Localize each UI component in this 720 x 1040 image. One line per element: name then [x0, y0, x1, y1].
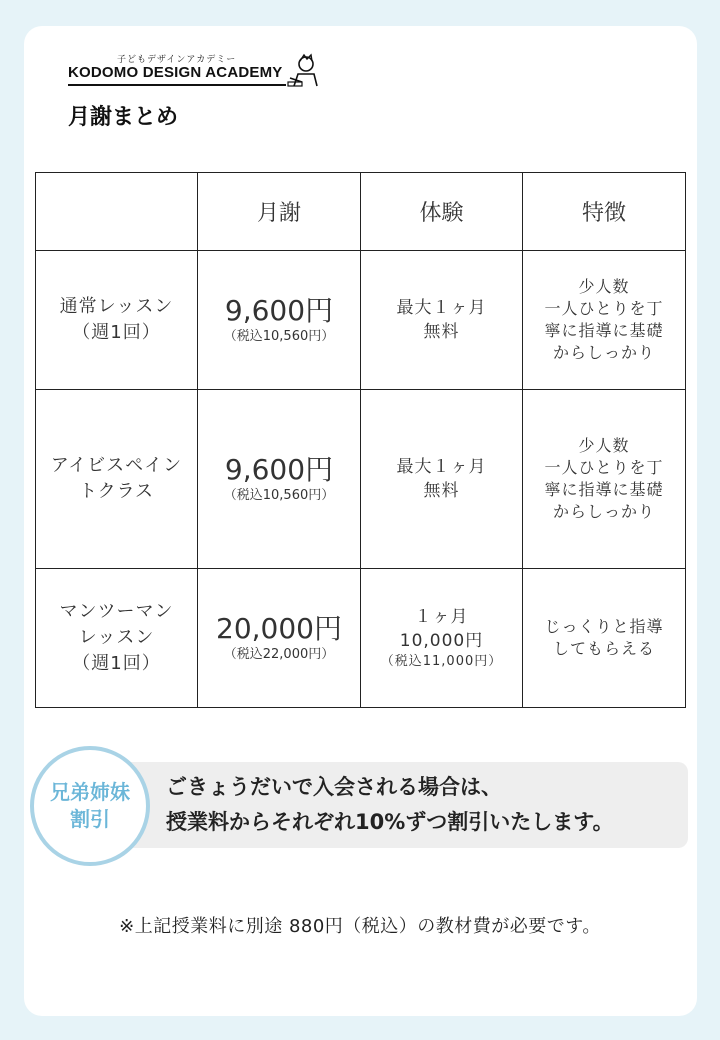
trial-line: 最大１ヶ月	[396, 457, 487, 477]
discount-line: ごきょうだいで入会される場合は、	[166, 775, 502, 799]
fee-cell	[198, 390, 361, 569]
discount-text	[166, 770, 614, 840]
course-name-line: （週1回）	[72, 322, 161, 343]
course-name-line: マンツーマン	[59, 601, 174, 622]
table-row	[36, 390, 686, 569]
discount-banner	[100, 762, 688, 848]
table-row	[36, 251, 686, 390]
trial-cell	[361, 390, 523, 569]
price: 9,600円	[224, 294, 334, 327]
price: 9,600円	[224, 453, 334, 486]
logo-subtitle: 子どもデザインアカデミー	[117, 55, 237, 65]
price-tax: （税込10,560円）	[223, 488, 335, 503]
course-name-line: アイビスペイン	[50, 455, 183, 476]
fee-cell	[198, 251, 361, 390]
feature-line: してもらえる	[552, 639, 655, 658]
badge-line: 割引	[70, 807, 110, 831]
table-row	[36, 569, 686, 708]
trial-cell	[361, 251, 523, 390]
trial-line: 無料	[423, 322, 460, 342]
sibling-discount-badge	[30, 746, 150, 866]
feature-line: 一人ひとりを丁	[544, 299, 664, 318]
trial-line: （税込11,000円）	[380, 654, 503, 669]
header-course	[36, 173, 198, 251]
course-name-line: レッスン	[78, 627, 155, 648]
table-header-row	[36, 173, 686, 251]
academy-logo	[68, 52, 328, 92]
feature-line: 寧に指導に基礎	[544, 321, 664, 340]
trial-cell	[361, 569, 523, 708]
price-tax: （税込22,000円）	[223, 647, 335, 662]
trial-line: 無料	[423, 481, 460, 501]
course-name	[36, 251, 198, 390]
badge-line: 兄弟姉妹	[50, 780, 130, 804]
header-feature: 特徴	[523, 173, 686, 251]
feature-line: じっくりと指導	[544, 617, 664, 636]
feature-line: からしっかり	[552, 343, 655, 362]
course-name-line: トクラス	[78, 481, 155, 502]
header-trial: 体験	[361, 173, 523, 251]
feature-line: 少人数	[578, 277, 630, 296]
logo-name: KODOMO DESIGN ACADEMY	[68, 64, 283, 81]
discount-line: 授業料からそれぞれ10%ずつ割引いたします。	[166, 810, 614, 834]
course-name	[36, 569, 198, 708]
feature-cell	[523, 251, 686, 390]
price-tax: （税込10,560円）	[223, 329, 335, 344]
feature-line: からしっかり	[552, 502, 655, 521]
feature-line: 一人ひとりを丁	[544, 458, 664, 477]
price: 20,000円	[216, 612, 342, 645]
feature-line: 少人数	[578, 436, 630, 455]
course-name-line: （週1回）	[72, 653, 161, 674]
trial-line: 10,000円	[399, 631, 484, 651]
course-name	[36, 390, 198, 569]
fee-cell	[198, 569, 361, 708]
course-name-line: 通常レッスン	[59, 296, 174, 317]
fee-table	[35, 172, 686, 708]
child-drawing-icon	[286, 52, 322, 88]
trial-line: １ヶ月	[414, 607, 469, 627]
feature-line: 寧に指導に基礎	[544, 480, 664, 499]
material-fee-note: ※上記授業料に別途 880円（税込）の教材費が必要です。	[119, 916, 601, 937]
feature-cell	[523, 569, 686, 708]
page-title: 月謝まとめ	[68, 105, 179, 130]
feature-cell	[523, 390, 686, 569]
header-fee: 月謝	[198, 173, 361, 251]
trial-line: 最大１ヶ月	[396, 298, 487, 318]
logo-underline	[68, 84, 286, 86]
